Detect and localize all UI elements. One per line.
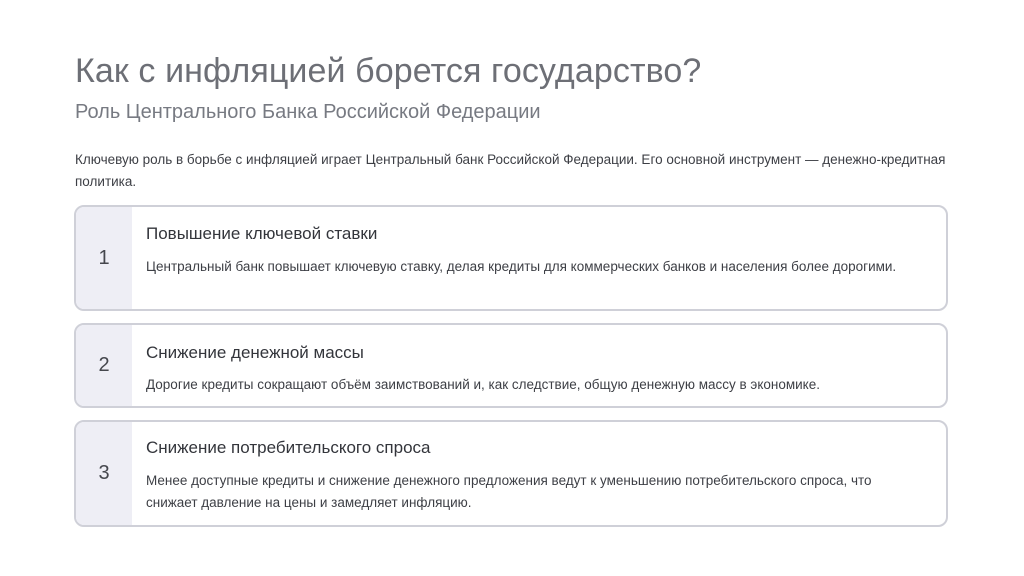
step-title-3: Снижение потребительского спроса bbox=[146, 438, 431, 457]
step-text-3: Менее доступные кредиты и снижение денежного предложения ведут к уменьшению потребительского спроса, что снижает давление на цены и замедляет инфляцию. bbox=[146, 473, 872, 510]
step-card-3 bbox=[74, 420, 948, 527]
slide-subtitle: Роль Центрального Банка Российской Федерации bbox=[75, 101, 541, 123]
intro-paragraph: Ключевую роль в борьбе с инфляцией играет Центральный банк Российской Федерации. Его основной инструмент — денежно-кредитная политика. bbox=[75, 152, 946, 189]
step-number-1: 1 bbox=[76, 207, 132, 309]
step-number-2: 2 bbox=[76, 325, 132, 406]
step-text-1: Центральный банк повышает ключевую ставку, делая кредиты для коммерческих банков и населения более дорогими. bbox=[146, 259, 897, 274]
step-title-2: Снижение денежной массы bbox=[146, 343, 364, 362]
slide-title: Как с инфляцией борется государство? bbox=[75, 52, 702, 90]
step-text-2: Дорогие кредиты сокращают объём заимствований и, как следствие, общую денежную массу в экономике. bbox=[146, 377, 820, 392]
step-number-3: 3 bbox=[76, 422, 132, 525]
step-title-1: Повышение ключевой ставки bbox=[146, 224, 378, 243]
step-card-1 bbox=[74, 205, 948, 311]
step-card-2 bbox=[74, 323, 948, 408]
